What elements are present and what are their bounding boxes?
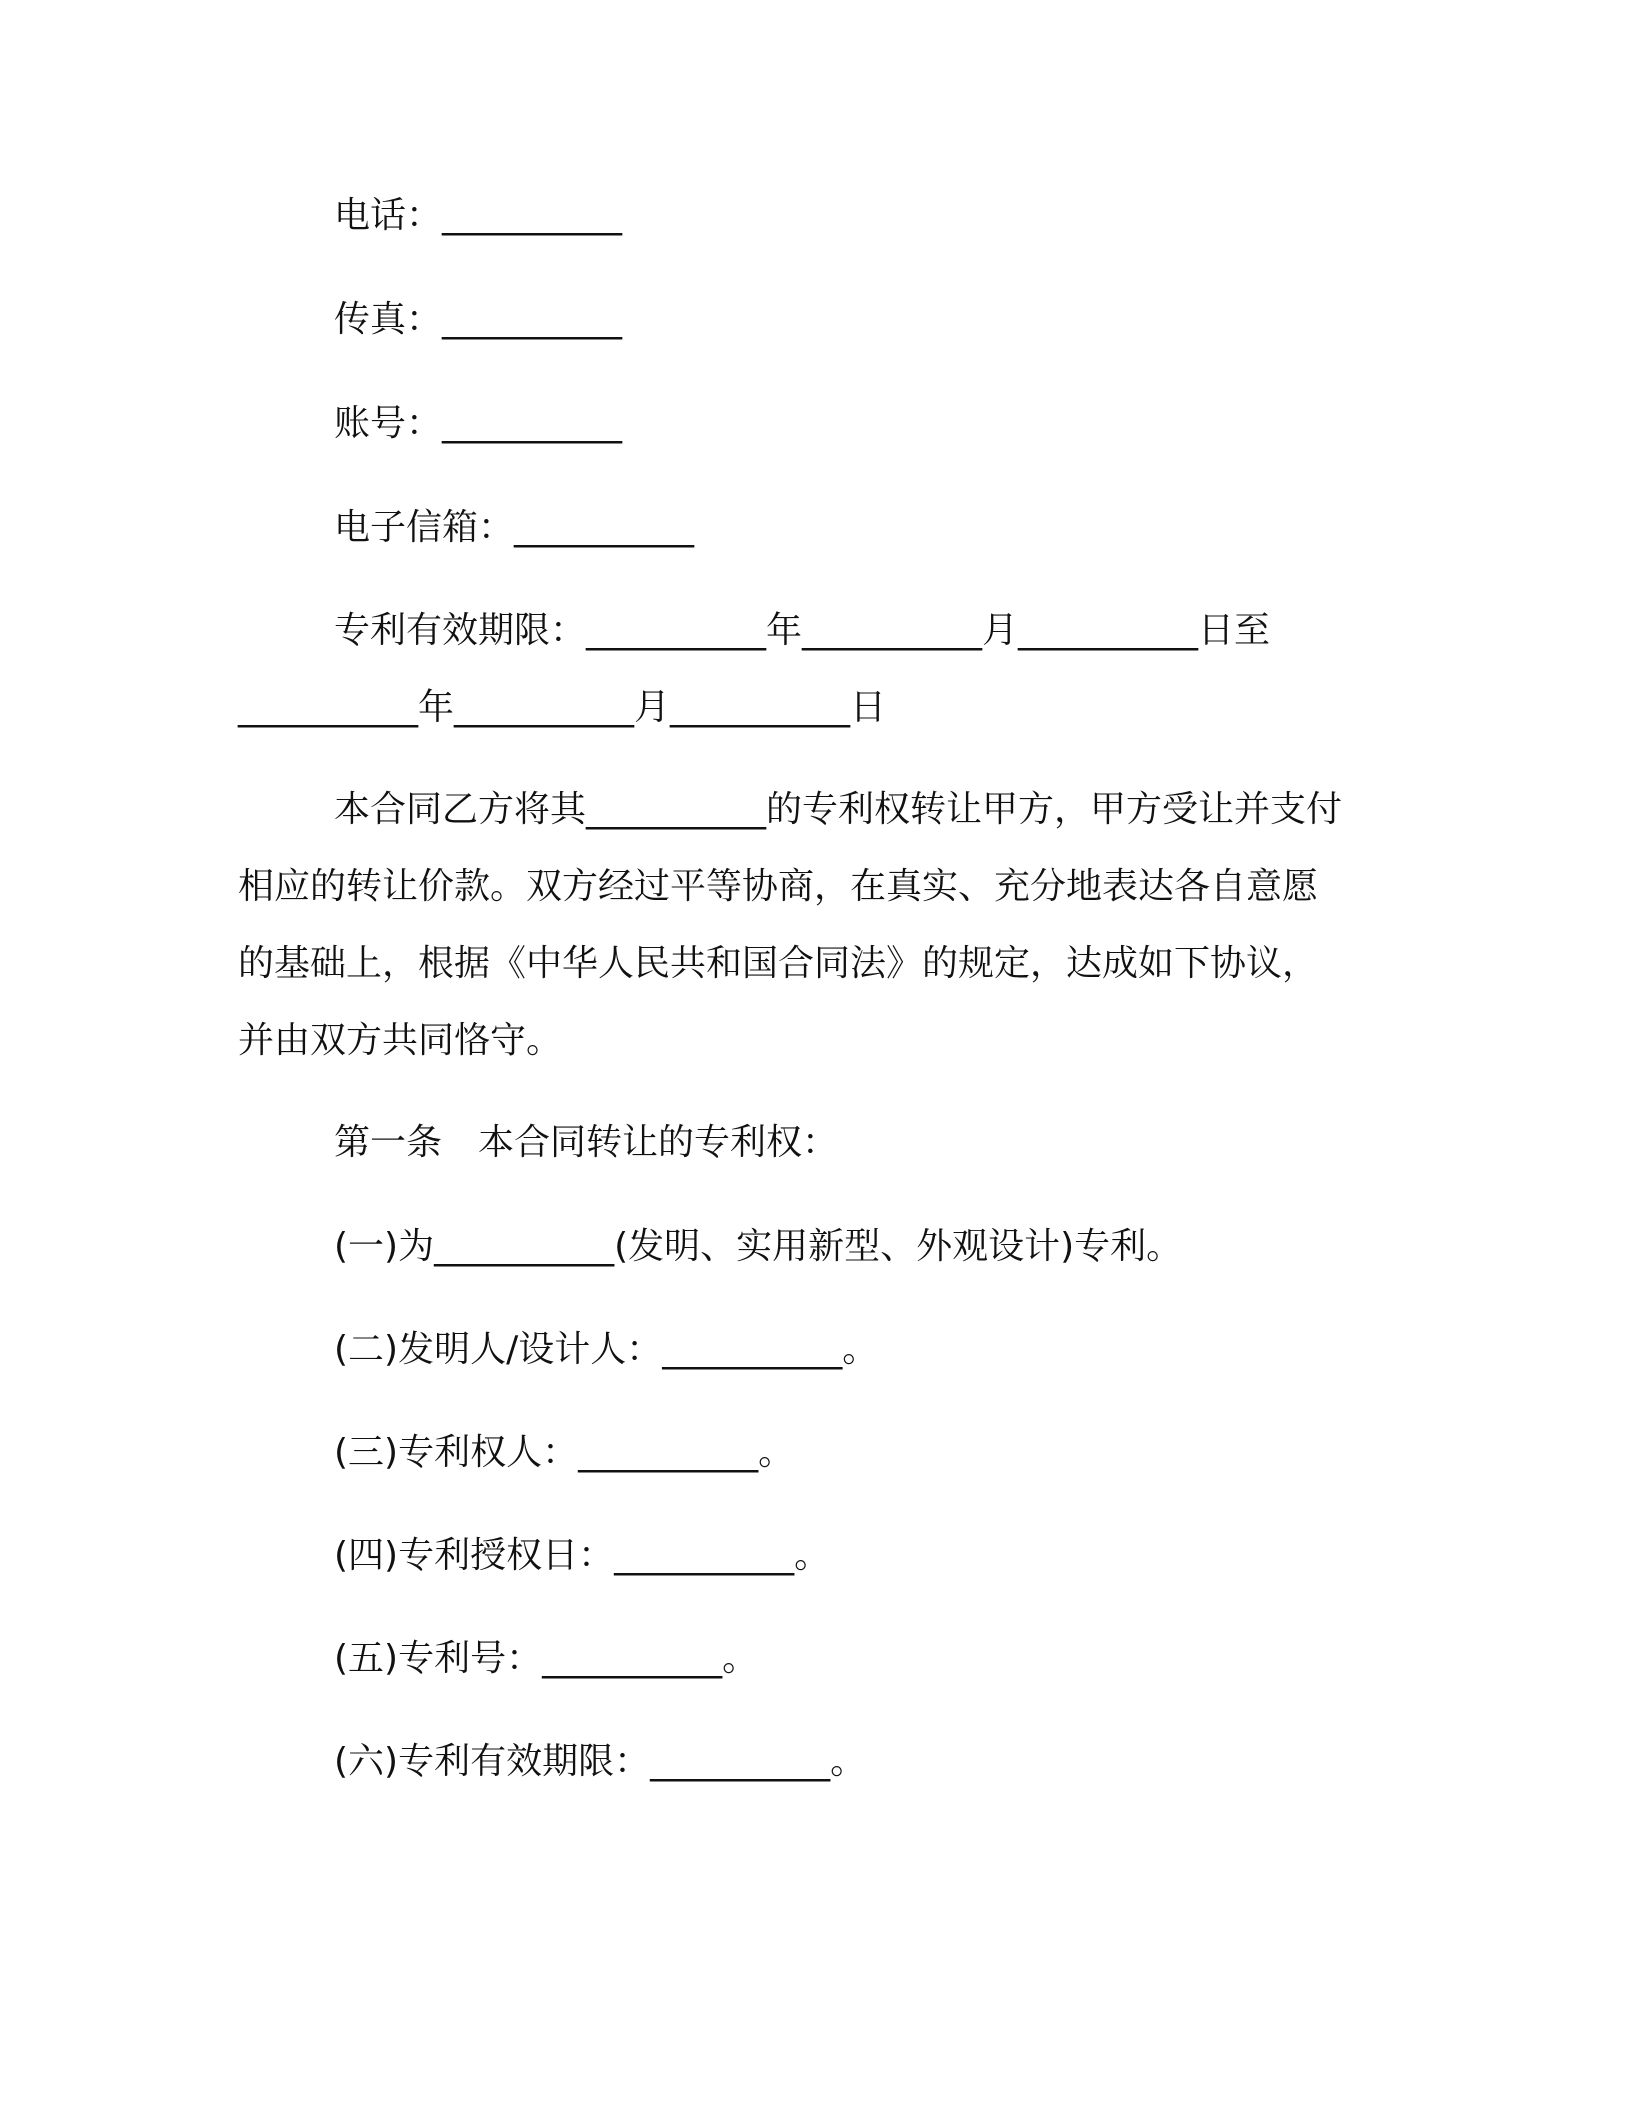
article-1-heading: 第一条 本合同转让的专利权： [334, 1122, 839, 1163]
email-field: 电子信箱：__________ [334, 507, 695, 548]
preamble-line-3: 的基础上，根据《中华人民共和国合同法》的规定，达成如下协议， [238, 943, 1319, 984]
phone-field: 电话：__________ [334, 195, 623, 236]
validity-period-line-2: __________年__________月__________日 [238, 687, 886, 728]
fax-field: 传真：__________ [334, 299, 623, 340]
article-1-item-6: (六)专利有效期限：__________。 [334, 1741, 867, 1782]
article-1-item-3: (三)专利权人：__________。 [334, 1432, 795, 1473]
account-field: 账号：__________ [334, 403, 623, 444]
validity-period-line-1: 专利有效期限：__________年__________月__________日至 [334, 610, 1271, 651]
preamble-line-4: 并由双方共同恪守。 [238, 1020, 563, 1061]
article-1-item-4: (四)专利授权日：__________。 [334, 1535, 831, 1576]
article-1-item-1: (一)为__________(发明、实用新型、外观设计)专利。 [334, 1226, 1183, 1267]
preamble-line-2: 相应的转让价款。双方经过平等协商，在真实、充分地表达各自意愿 [238, 866, 1319, 907]
article-1-item-2: (二)发明人/设计人：__________。 [334, 1329, 879, 1370]
article-1-item-5: (五)专利号：__________。 [334, 1638, 759, 1679]
preamble-line-1: 本合同乙方将其__________的专利权转让甲方，甲方受让并支付 [334, 789, 1343, 830]
